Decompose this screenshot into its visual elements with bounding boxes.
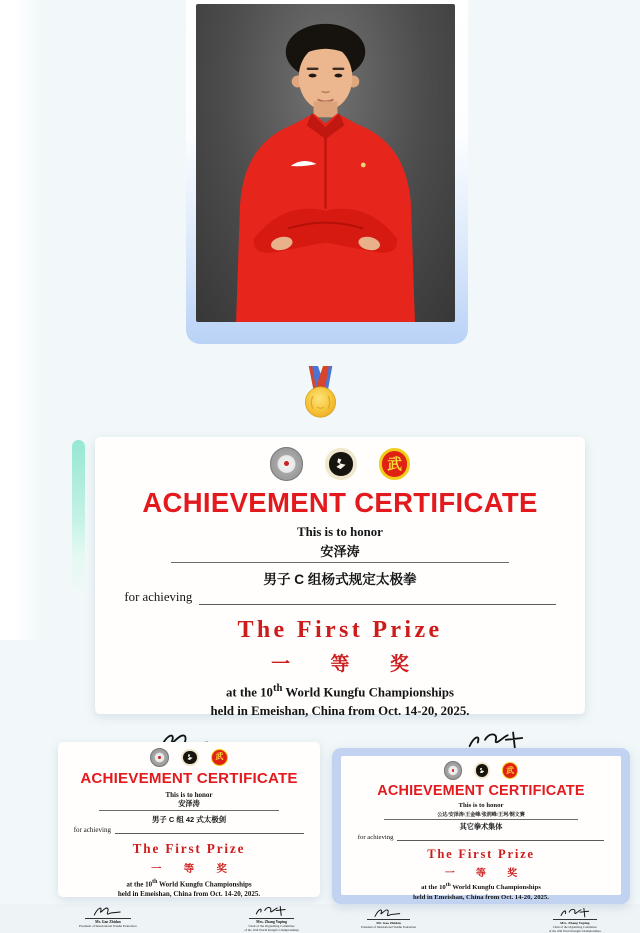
organizing-committee-emblem-icon: [181, 749, 198, 766]
venue-date-line: held in Emeishan, China from Oct. 14-20, 2025.: [210, 703, 470, 718]
prize-chinese: 一 等 奖: [271, 653, 427, 675]
certificate-logos: [58, 748, 320, 767]
venue-superscript: th: [152, 879, 158, 886]
venue-date-line: held in Emeishan, China from Oct. 14-20, 2025.: [413, 893, 549, 901]
signature-left-block: [361, 906, 416, 933]
divider: [99, 810, 280, 811]
signer-title: [549, 925, 601, 933]
blank-line: [199, 591, 556, 605]
signature-rule: [553, 919, 597, 920]
certificate-title: ACHIEVEMENT CERTIFICATE: [377, 783, 585, 799]
man-in-red-jacket-illustration: [196, 4, 455, 322]
venue-text: at the 10: [226, 685, 273, 700]
for-achieving-label: for achieving: [357, 833, 394, 841]
certificate-logos: [341, 761, 621, 779]
venue-superscript: th: [272, 683, 283, 695]
event-name: 男子 C 组杨式规定太极拳: [263, 572, 417, 588]
honoree-name: 安泽涛: [320, 544, 360, 560]
prize-chinese: 一 等 奖: [151, 863, 237, 875]
teal-accent-strip: [72, 440, 85, 595]
venue-text: at the 10: [126, 880, 153, 889]
honoree-team-names: 公达/安泽涛/王金峰/张润峰/王珂/铜文赛: [437, 812, 525, 818]
venue-text-2: World Kungfu Championships: [450, 884, 541, 892]
venue-date-line: held in Emeishan, China from Oct. 14-20, 2025.: [117, 890, 261, 899]
wushu-championships-emblem-icon: [211, 749, 228, 766]
certificate-bottom-right: [341, 756, 621, 933]
venue-text: at the 10: [421, 884, 446, 892]
prize-english: The First Prize: [132, 840, 246, 856]
signer-title-line1: Chair of the Organizing Committee: [248, 923, 295, 928]
wushu-championships-emblem-icon: [502, 762, 518, 778]
venue-lines: [58, 878, 320, 900]
certificate-title: ACHIEVEMENT CERTIFICATE: [80, 770, 298, 788]
certificate-bottom-right-frame: [332, 748, 630, 933]
certificate-main: [95, 437, 585, 718]
signature-rule: [85, 918, 131, 919]
venue-lines: [341, 882, 621, 902]
for-achieving-label: for achieving: [124, 589, 193, 604]
blank-line: [397, 833, 604, 841]
wushu-federation-seal-icon: [444, 761, 462, 779]
certificate-bottom-left: [58, 742, 320, 932]
divider: [384, 819, 577, 820]
portrait-card: [186, 0, 468, 344]
certificate-logos: [95, 447, 585, 480]
for-achieving-row: [358, 833, 604, 841]
signer-name: Mr. Gao Zhidan: [95, 919, 121, 924]
gold-medal-icon: [298, 366, 343, 418]
portrait-photo: [196, 4, 455, 322]
venue-superscript: th: [445, 882, 451, 889]
signature-left-block: [79, 904, 137, 932]
signature-rule: [249, 918, 295, 919]
signer-name: Mr. Gao Zhidan: [376, 920, 401, 925]
for-achieving-row: [124, 590, 555, 605]
venue-text-2: World Kungfu Championships: [157, 880, 252, 889]
signer-title-line2: of the 10th World Kungfu Championships: [548, 929, 601, 933]
signatures-row: [341, 906, 621, 933]
signature-right-block: [549, 906, 601, 933]
organizing-committee-emblem-icon: [474, 762, 490, 778]
blank-line: [115, 826, 305, 834]
honor-line: This is to honor: [165, 790, 213, 799]
honoree-name: 安泽涛: [178, 800, 200, 809]
signatures-row: [58, 904, 320, 932]
for-achieving-row: [74, 826, 305, 834]
signature-right-block: [244, 904, 299, 932]
organizing-committee-emblem-icon: [325, 448, 356, 479]
signer-title: President of International Wushu Federation: [361, 924, 416, 929]
divider: [171, 562, 509, 563]
venue-text-2: World Kungfu Championships: [282, 685, 454, 700]
prize-english: The First Prize: [427, 847, 535, 862]
venue-lines: [95, 682, 585, 720]
signature-rule: [367, 919, 411, 920]
signer-title-line1: Chair of the Organizing Committee: [552, 924, 597, 929]
for-achieving-label: for achieving: [73, 826, 112, 835]
signer-title-line2: of the 10th World Kungfu Championships: [244, 927, 299, 932]
honor-line: This is to honor: [458, 802, 504, 810]
signer-name: Mrs. Zhang Yuping: [256, 919, 287, 924]
prize-chinese: 一 等 奖: [444, 867, 527, 879]
prize-english: The First Prize: [237, 616, 443, 643]
certificate-title: ACHIEVEMENT CERTIFICATE: [142, 486, 538, 518]
wushu-federation-seal-icon: [150, 748, 169, 767]
signer-title: President of International Wushu Federation: [79, 923, 137, 928]
honor-line: This is to honor: [297, 525, 383, 540]
wushu-championships-emblem-icon: [379, 448, 410, 479]
signer-name: Mrs. Zhang Yuping: [560, 920, 590, 925]
event-name: 其它拳术集体: [459, 823, 503, 832]
event-name: 男子 C 组 42 式太极剑: [151, 815, 227, 825]
wushu-federation-seal-icon: [270, 447, 303, 480]
signer-title: [244, 924, 299, 932]
